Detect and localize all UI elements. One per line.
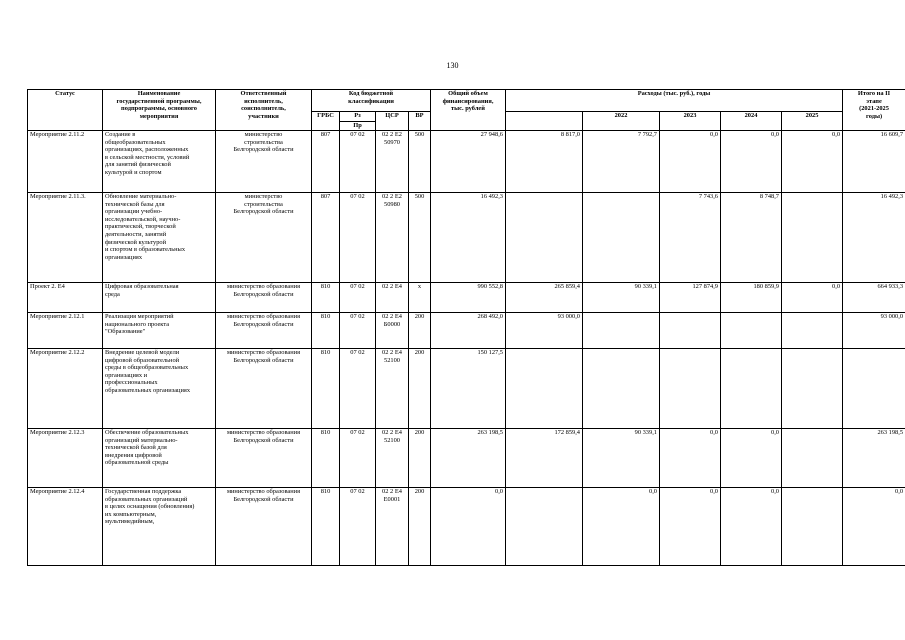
header-year: 2025 [782,112,843,131]
row-status: Мероприятие 2.12.1 [28,313,103,349]
row-rzpr: 07 02 [340,131,376,193]
row-stage-total: 16 492,3 [843,193,905,283]
row-vr: 500 [409,131,431,193]
header-status: Статус [28,90,103,131]
header-pr: Пр [340,122,376,131]
row-stage-total: 263 198,5 [843,429,905,488]
row-csr: 02 2 Е4 52100 [376,349,409,429]
row-y2024: 0,0 [721,488,782,566]
header-name: Наименование государственной программы, подпрограммы, основного мероприятия [103,90,216,131]
row-csr: 02 2 Е2 50980 [376,193,409,283]
row-y2021: 93 000,0 [506,313,583,349]
row-y2024: 0,0 [721,429,782,488]
row-y2023: 0,0 [660,488,721,566]
row-vr: 200 [409,349,431,429]
row-vr: 200 [409,313,431,349]
row-y2022: 7 792,7 [583,131,660,193]
row-y2023 [660,313,721,349]
row-total: 990 552,8 [431,283,506,313]
row-stage-total: 16 609,7 [843,131,905,193]
header-total-funding: Общий объем финансирования, тыс. рублей [431,90,506,131]
row-name: Внедрение целевой модели цифровой образовательной среды в общеобразовательных организациях и профессиональных образовательных организациях [103,349,216,429]
row-status: Мероприятие 2.12.2 [28,349,103,429]
budget-table [27,89,905,566]
row-csr: 02 2 Е4 [376,283,409,313]
header-grbs: ГРБС [312,112,340,131]
row-y2023: 7 743,6 [660,193,721,283]
row-y2025: 0,0 [782,283,843,313]
header-responsible: Ответственный исполнитель, соисполнитель, участники [216,90,312,131]
row-name: Реализация мероприятий национального проекта "Образование" [103,313,216,349]
row-responsible: министерство образования Белгородской области [216,349,312,429]
row-status: Мероприятие 2.12.4 [28,488,103,566]
row-name: Цифровая образовательная среда [103,283,216,313]
row-total: 263 198,5 [431,429,506,488]
row-y2024: 180 859,9 [721,283,782,313]
row-grbs: 810 [312,283,340,313]
row-y2024 [721,313,782,349]
table-row [28,313,905,349]
row-y2021 [506,349,583,429]
row-grbs: 810 [312,313,340,349]
row-y2021: 265 859,4 [506,283,583,313]
table-row [28,193,905,283]
row-name: Обеспечение образовательных организаций материально- технической базой для внедрения цифровой образовательной среды [103,429,216,488]
row-y2025: 0,0 [782,131,843,193]
row-csr: 02 2 Е4 52100 [376,429,409,488]
row-y2023: 0,0 [660,131,721,193]
row-status: Мероприятие 2.11.3. [28,193,103,283]
row-stage-total: 0,0 [843,488,905,566]
row-y2021 [506,193,583,283]
row-responsible: министерство строительства Белгородской области [216,131,312,193]
row-responsible: министерство строительства Белгородской области [216,193,312,283]
row-responsible: министерство образования Белгородской области [216,313,312,349]
row-total: 0,0 [431,488,506,566]
table-row [28,429,905,488]
row-y2024: 8 748,7 [721,193,782,283]
header-year: 2022 [583,112,660,131]
row-csr: 02 2 Е4 Б0000 [376,313,409,349]
row-status: Мероприятие 2.12.3 [28,429,103,488]
row-stage-total: 664 933,3 [843,283,905,313]
row-rzpr: 07 02 [340,313,376,349]
row-csr: 02 2 Е2 50970 [376,131,409,193]
row-stage-total [843,349,905,429]
row-total: 16 492,3 [431,193,506,283]
row-y2025 [782,488,843,566]
row-rzpr: 07 02 [340,283,376,313]
row-grbs: 810 [312,349,340,429]
row-y2024 [721,349,782,429]
row-name: Государственная поддержка образовательных организаций в целях оснащения (обновления) их компьютерным, мультимедийным, [103,488,216,566]
header-year: 2023 [660,112,721,131]
row-grbs: 807 [312,131,340,193]
header-vr: ВР [409,112,431,131]
row-y2023 [660,349,721,429]
header-csr: ЦСР [376,112,409,131]
row-total: 150 127,5 [431,349,506,429]
row-y2024: 0,0 [721,131,782,193]
row-name: Обновление материально- технической базы для организации учебно- исследовательской, научно- практической, творческой деятельности, занятий физической культурой и спортом в образовательных организациях [103,193,216,283]
header-year: 2024 [721,112,782,131]
row-y2025 [782,429,843,488]
row-y2022 [583,313,660,349]
row-grbs: 810 [312,429,340,488]
row-y2022 [583,349,660,429]
row-status: Мероприятие 2.11.2 [28,131,103,193]
row-status: Проект 2. Е4 [28,283,103,313]
row-y2023: 0,0 [660,429,721,488]
row-responsible: министерство образования Белгородской области [216,429,312,488]
row-y2021 [506,488,583,566]
table-row [28,283,905,313]
row-rzpr: 07 02 [340,429,376,488]
row-responsible: министерство образования Белгородской области [216,283,312,313]
page-number: 130 [446,61,459,70]
row-vr: 200 [409,429,431,488]
row-y2022 [583,193,660,283]
header-year [506,112,583,131]
row-grbs: 810 [312,488,340,566]
row-rzpr: 07 02 [340,488,376,566]
row-responsible: министерство образования Белгородской области [216,488,312,566]
row-y2021: 8 817,0 [506,131,583,193]
row-total: 27 948,6 [431,131,506,193]
row-rzpr: 07 02 [340,349,376,429]
row-csr: 02 2 Е4 Е0001 [376,488,409,566]
table-row [28,488,905,566]
table-row [28,349,905,429]
row-name: Создание в общеобразовательных организациях, расположенных в сельской местности, условий для занятий физической культурой и спортом [103,131,216,193]
row-vr: 500 [409,193,431,283]
header-budget-code: Код бюджетной классификации [312,90,431,112]
row-vr: х [409,283,431,313]
row-y2022: 90 339,1 [583,429,660,488]
row-vr: 200 [409,488,431,566]
row-y2025 [782,313,843,349]
row-y2022: 90 339,1 [583,283,660,313]
table-row [28,131,905,193]
header-rz: Рз [340,112,376,122]
header-expenses: Расходы (тыс. руб.), годы [506,90,843,112]
row-y2025 [782,349,843,429]
row-y2021: 172 859,4 [506,429,583,488]
row-stage-total: 93 000,0 [843,313,905,349]
row-y2023: 127 874,9 [660,283,721,313]
row-y2025 [782,193,843,283]
header-stage-total: Итого на II этапе (2021-2025 годы) [843,90,905,131]
row-grbs: 807 [312,193,340,283]
row-y2022: 0,0 [583,488,660,566]
row-total: 268 492,0 [431,313,506,349]
row-rzpr: 07 02 [340,193,376,283]
